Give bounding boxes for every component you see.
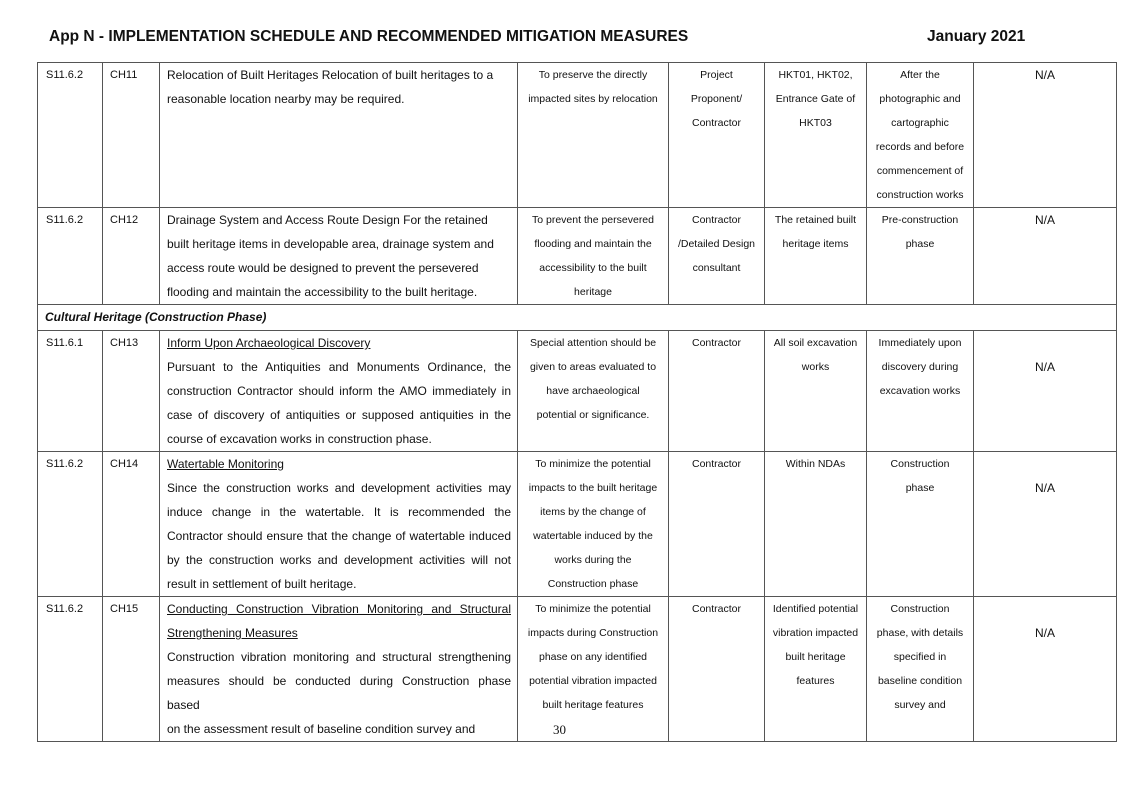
requirement-value — [974, 63, 1117, 208]
cell-line: To minimize the potential — [535, 458, 651, 470]
cell-line: on the assessment result of baseline condition survey and — [167, 722, 476, 736]
implementation-timing — [867, 452, 974, 597]
cell-line: built heritage items in developable area, drainage system and — [167, 237, 494, 251]
requirement-text: N/A — [1034, 213, 1055, 227]
cell-line: Pursuant to the Antiquities and Monuments Ordinance, the — [167, 360, 511, 374]
cell-line: Contractor — [691, 603, 742, 615]
requirement-text: N/A — [1034, 360, 1055, 374]
table-row — [38, 331, 1117, 452]
cell-line: discovery during — [881, 361, 959, 373]
cell-line: Contractor — [691, 337, 742, 349]
requirement-text: N/A — [1034, 626, 1055, 640]
cell-line: construction works — [876, 189, 964, 201]
cell-line: watertable induced by the — [533, 530, 653, 542]
cell-line: result in settlement of built heritage. — [167, 577, 357, 591]
cell-line: Construction — [890, 603, 950, 615]
section-header-row — [38, 305, 1117, 331]
cell-line: works during the — [554, 554, 632, 566]
implementation-schedule-table — [37, 62, 1117, 742]
implementation-timing — [867, 331, 974, 452]
implementation-agent — [669, 331, 765, 452]
cell-line: Drainage System and Access Route Design For the retained — [167, 213, 488, 227]
cell-line: To minimize the potential — [535, 603, 651, 615]
cell-line: phase — [905, 482, 935, 494]
measure-title: Watertable Monitoring — [167, 457, 284, 471]
measure-objective — [518, 63, 669, 208]
measure-description — [160, 208, 518, 305]
measure-objective — [518, 331, 669, 452]
requirement-value — [974, 452, 1117, 597]
cell-line: course of excavation works in construction phase. — [167, 432, 432, 446]
table-row — [38, 597, 1117, 742]
cell-line: given to areas evaluated to — [529, 361, 657, 373]
section-ref: S11.6.2 — [38, 63, 103, 208]
cell-line: commencement of — [876, 165, 964, 177]
measure-title: Inform Upon Archaeological Discovery — [167, 336, 371, 350]
cell-line: reasonable location nearby may be required. — [167, 92, 405, 106]
cell-line: Project — [700, 69, 733, 81]
implementation-timing — [867, 63, 974, 208]
implementation-timing — [867, 597, 974, 742]
requirement-text: N/A — [1034, 481, 1055, 495]
cell-line: Proponent/ — [690, 93, 743, 105]
table-row — [38, 208, 1117, 305]
measure-description — [160, 63, 518, 208]
cell-line: case of discovery of antiquities or supposed antiquities in the — [167, 408, 511, 422]
cell-line: built heritage features — [542, 699, 644, 711]
cell-line: flooding and maintain the accessibility to the built heritage. — [167, 285, 478, 299]
section-ref: S11.6.2 — [38, 452, 103, 597]
cell-line: excavation works — [879, 385, 961, 397]
measure-id: CH13 — [103, 331, 160, 452]
measure-id: CH11 — [103, 63, 160, 208]
cell-line: photographic and — [879, 93, 961, 105]
cell-line: Construction vibration monitoring and structural strengthening — [167, 650, 511, 664]
cell-line: Contractor — [691, 458, 742, 470]
cell-line: Entrance Gate of — [775, 93, 856, 105]
cell-line: heritage — [574, 286, 612, 298]
table-row — [38, 452, 1117, 597]
cell-line: Identified potential — [772, 603, 859, 615]
cell-line: survey and — [894, 699, 946, 711]
document-header-date: January 2021 — [927, 28, 1026, 45]
implementation-agent — [669, 63, 765, 208]
cell-line: Contractor should ensure that the change of watertable induced — [167, 529, 511, 543]
requirement-value — [974, 597, 1117, 742]
cell-line: /Detailed Design — [677, 238, 756, 250]
cell-line: potential or significance. — [536, 409, 650, 421]
requirement-value — [974, 208, 1117, 305]
cell-line: records and before — [875, 141, 965, 153]
cell-line: Construction — [890, 458, 950, 470]
cell-line: specified in — [893, 651, 947, 663]
measure-id: CH15 — [103, 597, 160, 742]
measure-title: Conducting Construction Vibration Monitoring and Structural — [167, 602, 511, 616]
cell-line: items by the change of — [540, 506, 646, 518]
measure-description — [160, 331, 518, 452]
cell-line: phase, with details — [876, 627, 964, 639]
cell-line: impacts to the built heritage — [528, 482, 658, 494]
requirement-text: N/A — [1034, 68, 1055, 82]
cell-line: Within NDAs — [785, 458, 846, 470]
implementation-timing — [867, 208, 974, 305]
cell-line: consultant — [692, 262, 741, 274]
cell-line: HKT01, HKT02, — [778, 69, 853, 81]
cell-line: baseline condition — [877, 675, 963, 687]
cell-line: vibration impacted — [772, 627, 859, 639]
cell-line: Since the construction works and development activities may — [167, 481, 511, 495]
measure-location — [765, 331, 867, 452]
cell-line: Relocation of Built Heritages Relocation of built heritages to a — [167, 68, 494, 82]
cell-line: potential vibration impacted — [529, 675, 657, 687]
page-number: 30 — [553, 722, 566, 737]
measure-location — [765, 63, 867, 208]
section-ref: S11.6.2 — [38, 208, 103, 305]
measure-objective — [518, 452, 669, 597]
measure-title: Strengthening Measures — [167, 626, 298, 640]
cell-line: works — [801, 361, 830, 373]
cell-line: flooding and maintain the — [534, 238, 652, 250]
cell-line: All soil excavation — [773, 337, 858, 349]
cell-line: accessibility to the built — [539, 262, 647, 274]
cell-line: To prevent the persevered — [532, 214, 654, 226]
document-header-title: App N - IMPLEMENTATION SCHEDULE AND RECOMMENDED MITIGATION MEASURES — [49, 28, 689, 45]
section-ref: S11.6.1 — [38, 331, 103, 452]
cell-line: Special attention should be — [529, 337, 657, 349]
cell-line: phase — [905, 238, 935, 250]
cell-line: heritage items — [782, 238, 849, 250]
implementation-agent — [669, 452, 765, 597]
section-ref: S11.6.2 — [38, 597, 103, 742]
measure-id: CH14 — [103, 452, 160, 597]
measure-objective — [518, 208, 669, 305]
cell-line: Contractor — [691, 214, 742, 226]
cell-line: access route would be designed to prevent the persevered — [167, 261, 479, 275]
cell-line: Pre-construction — [881, 214, 959, 226]
cell-line: have archaeological — [546, 385, 640, 397]
cell-line: Contractor — [691, 117, 742, 129]
table-row — [38, 63, 1117, 208]
cell-line: features — [796, 675, 835, 687]
measure-location — [765, 597, 867, 742]
measure-description — [160, 452, 518, 597]
cell-line: cartographic — [891, 117, 949, 129]
cell-line: The retained built — [774, 214, 857, 226]
cell-line: HKT03 — [799, 117, 832, 129]
cell-line: phase on any identified — [539, 651, 647, 663]
implementation-agent — [669, 208, 765, 305]
measure-location — [765, 208, 867, 305]
cell-line: Construction phase — [547, 578, 639, 590]
cell-line: To preserve the directly — [538, 69, 648, 81]
cell-line: impacts during Construction — [527, 627, 659, 639]
cell-line: After the — [900, 69, 940, 81]
measure-objective — [518, 597, 669, 742]
cell-line: built heritage — [785, 651, 846, 663]
cell-line: construction Contractor should inform the AMO immediately in — [167, 384, 511, 398]
implementation-agent — [669, 597, 765, 742]
section-header: Cultural Heritage (Construction Phase) — [38, 305, 1117, 331]
cell-line: measures should be conducted during Construction phase based — [167, 674, 511, 712]
cell-line: Immediately upon — [878, 337, 962, 349]
measure-id: CH12 — [103, 208, 160, 305]
cell-line: by the construction works and development activities will not — [167, 553, 511, 567]
requirement-value — [974, 331, 1117, 452]
measure-description — [160, 597, 518, 742]
cell-line: induce change in the watertable. It is recommended the — [167, 505, 511, 519]
cell-line: impacted sites by relocation — [528, 93, 658, 105]
measure-location — [765, 452, 867, 597]
